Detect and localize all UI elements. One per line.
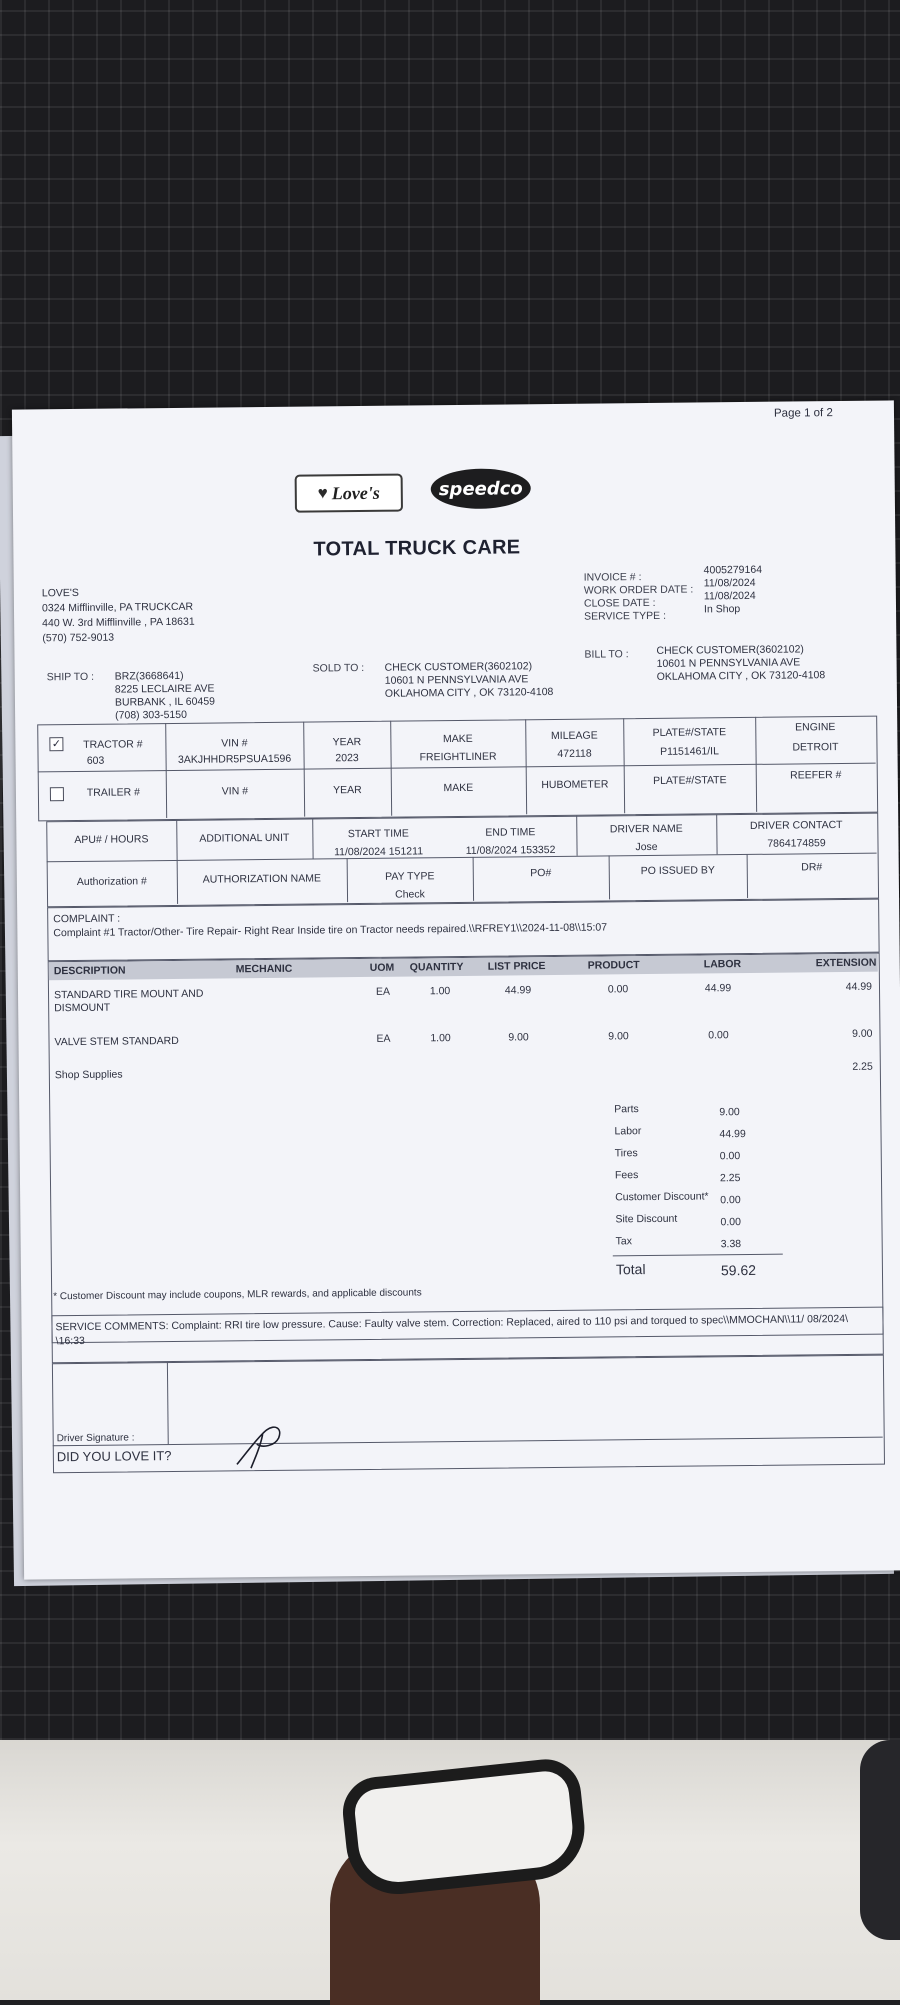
feedback-prompt: DID YOU LOVE IT? [56,1448,172,1465]
store-info: LOVE'S 0324 Mifflinville, PA TRUCKCAR 440 W. 3rd Mifflinville , PA 18631 (570) 752-9013 [41,586,195,645]
page-number: Page 1 of 2 [773,407,833,420]
loves-logo: ♥ Love's [295,474,403,513]
vehicle-table: ✓ TRACTOR # 603 VIN # 3AKJHHDR5PSUA1596 YEAR 2023 MAKE FREIGHTLINER MILEAGE 472118 PLATE#/STATE P1151461/IL ENGINE DETROIT TRAILER # VIN # YEAR MAKE HUBOMETER PLATE#/STATE REEFER # [12,400,894,409]
invoice-number: 4005279164 [703,563,763,577]
grand-total-value: 59.62 [720,1261,757,1279]
line-item: Shop Supplies 2.25 [54,1060,873,1082]
speedco-logo: speedco [431,468,531,509]
line-items-table: DESCRIPTION MECHANIC UOM QUANTITY LIST PRICE PRODUCT LABOR EXTENSION STANDARD TIRE MOUNT AND DISMOUNT EA 1.00 44.99 0.00 44.99 44.99 VALVE STEM STANDARD EA 1.00 9.00 9.00 0.00 9.00 Shop Supplies 2.25 Parts 9.00 Labor 44.99 Tires 0.00 Fees 2.25 Customer Discount* 0.00 Site Discount 0.00 Tax 3.38 Total 59.62 * Customer Discount may include coupons, MLR rewards, and applicable discounts [12,400,894,409]
invoice-meta: INVOICE # : 4005279164 WORK ORDER DATE : 11/08/2024 CLOSE DATE : 11/08/2024 SERVICE TYPE : In Shop [583,563,763,623]
ship-to-block: SHIP TO : BRZ(3668641) 8225 LECLAIRE AVE BURBANK , IL 60459 (708) 303-5150 [46,669,216,722]
heart-icon: ♥ [317,483,328,503]
bill-to-block: BILL TO : CHECK CUSTOMER(3602102) 10601 N PENNSYLVANIA AVE OKLAHOMA CITY , OK 73120-4108 [584,643,826,683]
sold-to-block: SOLD TO : CHECK CUSTOMER(3602102) 10601 N PENNSYLVANIA AVE OKLAHOMA CITY , OK 73120-4108 [312,660,554,700]
tractor-checkbox: ✓ [49,737,63,751]
complaint-text: Complaint #1 Tractor/Other- Tire Repair- Right Rear Inside tire on Tractor needs repaired.\\RFREY1\\2024-11-08\\15:07 [53,921,608,940]
document-title: TOTAL TRUCK CARE [313,536,521,561]
discount-note: * Customer Discount may include coupons, MLR rewards, and applicable discounts [53,1287,422,1303]
totals-block: Parts 9.00 Labor 44.99 Tires 0.00 Fees 2.25 Customer Discount* 0.00 Site Discount 0.00 Tax 3.38 Total 59.62 [12,400,894,409]
corner-shadow [860,1740,900,1940]
work-info-table: APU# / HOURS ADDITIONAL UNIT START TIME 11/08/2024 151211 END TIME 11/08/2024 153352 DRIVER NAME Jose DRIVER CONTACT 7864174859 Authorization # AUTHORIZATION NAME PAY TYPE Check PO# PO ISSUED BY DR# [12,400,894,409]
vin-value: 3AKJHHDR5PSUA1596 [177,752,292,766]
invoice-document [12,400,900,1579]
complaint-box: COMPLAINT : Complaint #1 Tractor/Other- Tire Repair- Right Rear Inside tire on Tractor needs repaired.\\RFREY1\\2024-11-08\\15:07 [12,400,894,409]
service-comments: SERVICE COMMENTS: Complaint: RRI tire low pressure. Cause: Faulty valve stem. Correction: Replaced, aired to 110 psi and torqued to spec\\MMOCHAN\\11/ 08/2024\ \16:33 [12,400,894,409]
line-item: STANDARD TIRE MOUNT AND DISMOUNT EA 1.00 44.99 0.00 44.99 44.99 [53,980,873,1015]
trailer-checkbox [50,787,64,801]
grand-total-label: Total [615,1261,646,1278]
driver-signature-scribble [233,1422,304,1473]
line-item: VALVE STEM STANDARD EA 1.00 9.00 9.00 0.00 9.00 [54,1027,873,1049]
signature-area: Driver Signature : DID YOU LOVE IT? [12,400,894,409]
